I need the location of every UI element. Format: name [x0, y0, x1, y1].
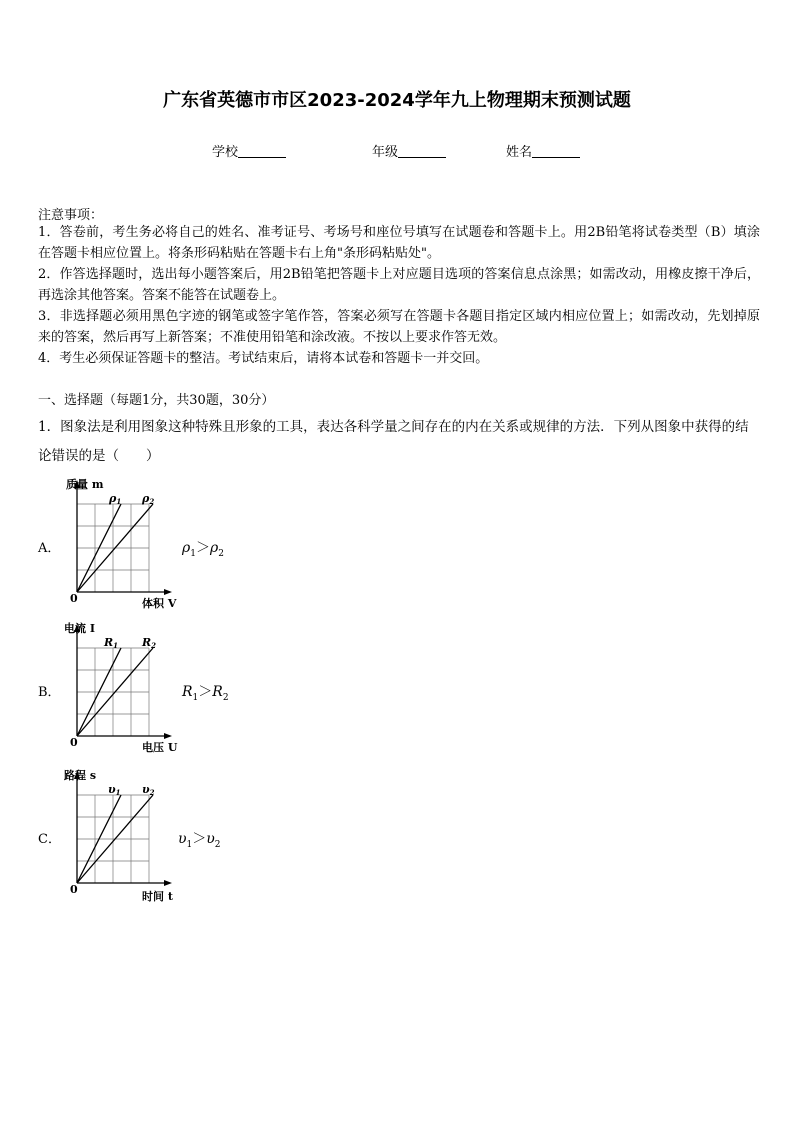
name-field [506, 141, 580, 160]
origin-label: 0 [70, 736, 78, 749]
option-a-relation: $\rho_1>\rho_2$ [182, 540, 224, 559]
school-field [212, 141, 286, 160]
note-item-1: 1．答卷前，考生务必将自己的姓名、准考证号、考场号和座位号填写在试题卷和答题卡上。用2B铅笔将试卷类型（B）填涂在答题卡相应位置上。将条形码粘贴在答题卡右上角"条形码粘贴处"。 [38, 225, 760, 261]
y-axis-label: 路程 s [64, 769, 97, 782]
notes-heading: 注意事项： [38, 208, 104, 223]
note-item-2: 2．作答选择题时，选出每小题答案后，用2B铅笔把答题卡上对应题目选项的答案信息点涂黑；如需改动，用橡皮擦干净后，再选涂其他答案。答案不能答在试题卷上。 [38, 267, 760, 303]
line-1-label: R1 [104, 636, 119, 650]
grade-field [372, 141, 446, 160]
page-title: 广东省英德市市区2023-2024学年九上物理期末预测试题 [163, 90, 631, 111]
question-1-stem: 1．图象法是利用图象这种特殊且形象的工具，表达各科学量之间存在的内在关系或规律的方法．下列从图象中获得的结论错误的是（ ） [38, 419, 749, 464]
x-axis-arrow [164, 589, 172, 595]
name-blank[interactable] [532, 145, 580, 158]
origin-label: 0 [70, 883, 78, 896]
option-a-label[interactable]: A． [38, 541, 61, 556]
x-axis-arrow [164, 880, 172, 886]
grade-blank[interactable] [398, 145, 446, 158]
grade-label: 年级 [372, 145, 399, 160]
y-axis-label: 质量 m [66, 478, 104, 491]
line-1-label: ρ1 [109, 492, 122, 506]
x-axis-label: 电压 U [142, 741, 178, 754]
x-axis-arrow [164, 733, 172, 739]
school-label: 学校 [212, 145, 239, 160]
x-axis-label: 体积 V [142, 597, 177, 610]
name-label: 姓名 [506, 145, 533, 160]
option-a-graph [58, 474, 188, 614]
school-blank[interactable] [238, 145, 286, 158]
option-b-relation: $R_1>R_2$ [182, 684, 229, 703]
line-1-label: υ1 [108, 783, 121, 797]
option-b-graph [58, 618, 188, 758]
note-item-3: 3．非选择题必须用黑色字迹的钢笔或签字笔作答，答案必须写在答题卡各题目指定区域内相应位置上；如需改动，先划掉原来的答案，然后再写上新答案；不准使用铅笔和涂改液。不按以上要求作答无效。 [38, 309, 760, 345]
option-b-label[interactable]: B． [38, 685, 61, 700]
option-c-label[interactable]: C． [38, 832, 61, 847]
option-c-graph [58, 765, 188, 905]
section-title: 一、选择题（每题1分，共30题，30分） [38, 393, 275, 408]
option-c-relation: $\upsilon_1>\upsilon_2$ [178, 831, 221, 850]
line-2-label: υ2 [142, 783, 155, 797]
x-axis-label: 时间 t [142, 890, 173, 903]
line-2-label: R2 [142, 636, 157, 650]
origin-label: 0 [70, 592, 78, 605]
note-item-4: 4．考生必须保证答题卡的整洁。考试结束后，请将本试卷和答题卡一并交回。 [38, 351, 489, 366]
y-axis-label: 电流 I [64, 622, 95, 635]
line-2-label: ρ2 [142, 492, 155, 506]
